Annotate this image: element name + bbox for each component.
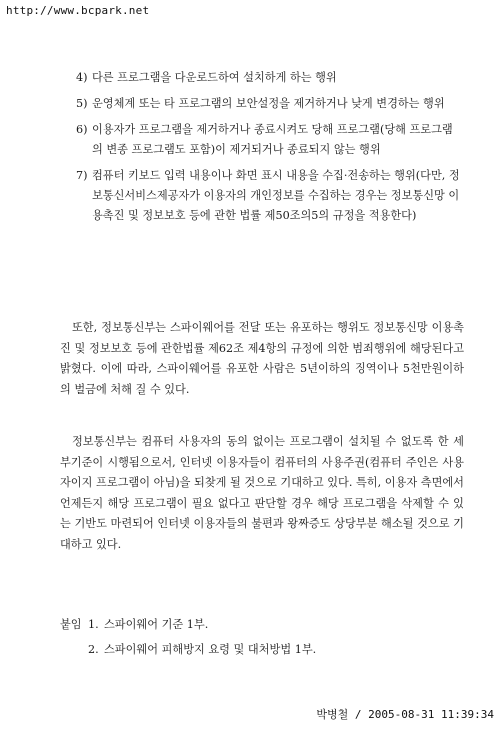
attachment-number: 1. (88, 618, 99, 631)
attachment-row (60, 637, 464, 662)
list-item-number: 6) (76, 123, 88, 136)
list-item (76, 166, 462, 226)
attachment-number: 2. (88, 643, 99, 656)
list-item-text: 컴퓨터 키보드 입력 내용이나 화면 표시 내용을 수집·전송하는 행위(다만, 정보통신서비스제공자가 이용자의 개인정보를 수집하는 경우는 정보통신망 이용촉진 및 정보보호 등에 관한 법률 제50조의5의 규정을 적용한다) (92, 169, 460, 222)
site-watermark: http://www.bcpark.net (6, 4, 150, 17)
list-item-number: 7) (76, 169, 88, 182)
attachment-text: 스파이웨어 기준 1부. (104, 618, 209, 631)
paragraph-penalty: 또한, 정보통신부는 스파이웨어를 전달 또는 유포하는 행위도 정보통신망 이용촉진 및 정보보호 등에 관한법률 제62조 제4항의 규정에 의한 범죄행위에 해당된다고 밝혔다. 이에 따라, 스파이웨어를 유포한 사람은 5년이하의 징역이나 5천만원이하의 벌금에 처해 질 수 있다. (60, 321, 464, 396)
list-item (76, 120, 462, 160)
list-item-number: 5) (76, 97, 88, 110)
paragraph-expectation: 정보통신부는 컴퓨터 사용자의 동의 없이는 프로그램이 설치될 수 없도록 한 세부기준이 시행됨으로서, 인터넷 이용자들이 컴퓨터의 사용주권(컴퓨터 주인은 사용자이지 프로그램이 아님)을 되찾게 될 것으로 기대하고 있다. 특히, 이용자 측면에서 언제든지 해당 프로그램이 필요 없다고 판단할 경우 해당 프로그램을 삭제할 수 있는 기반도 마련되어 인터넷 이용자들의 불편과 왕짜증도 상당부분 해소될 것으로 기대하고 있다. (60, 435, 464, 551)
attachment-label: 붙임 (60, 618, 82, 631)
attachment-text: 스파이웨어 피해방지 요령 및 대처방법 1부. (104, 643, 317, 656)
list-item-text: 운영체계 또는 타 프로그램의 보안설정을 제거하거나 낮게 변경하는 행위 (92, 97, 445, 110)
list-item-number: 4) (76, 71, 88, 84)
attachment-row (60, 612, 464, 637)
list-item-text: 다른 프로그램을 다운로드하여 설치하게 하는 행위 (92, 71, 337, 84)
list-item (76, 68, 462, 88)
list-item (76, 94, 462, 114)
criteria-list (76, 68, 462, 232)
list-item-text: 이용자가 프로그램을 제거하거나 종료시켜도 당해 프로그램(당해 프로그램의 변종 프로그램도 포함)이 제거되거나 종료되지 않는 행위 (92, 123, 453, 156)
author-timestamp: 박병철 / 2005-08-31 11:39:34 (316, 708, 494, 721)
attachments (60, 612, 464, 662)
